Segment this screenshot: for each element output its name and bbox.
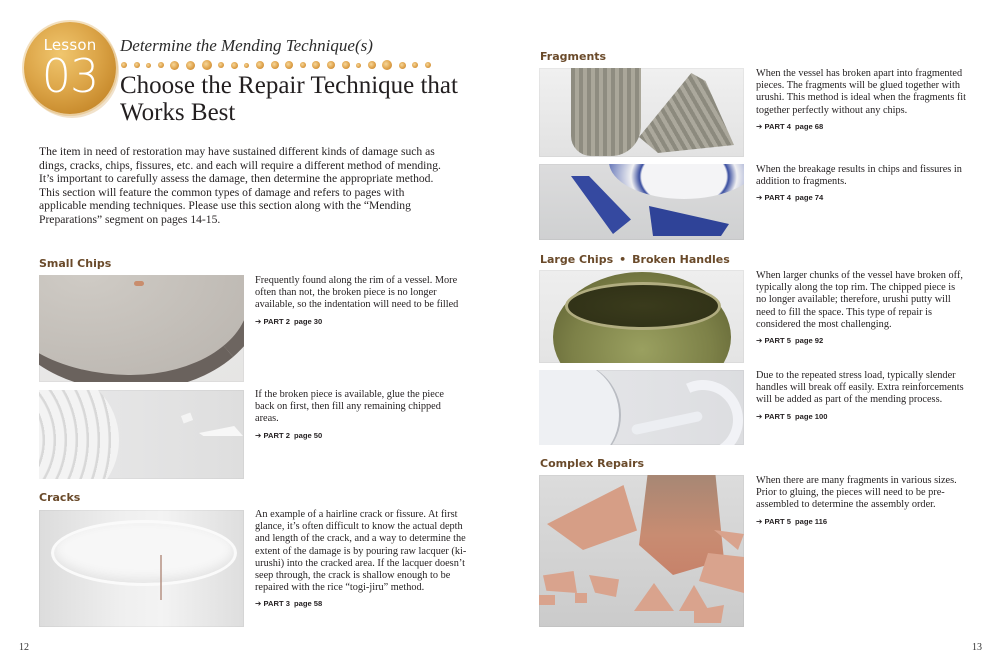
right-page	[500, 0, 1000, 667]
page-reference	[756, 335, 966, 347]
heading-large-chips: Large Chips	[540, 253, 614, 266]
entry-small-chip-1	[255, 275, 460, 328]
gold-dot-icon	[244, 63, 249, 68]
handle-arc	[652, 370, 744, 445]
gold-dot-icon	[121, 62, 127, 68]
gold-dot-icon	[327, 61, 335, 69]
entry-text: When there are many fragments in various sizes. Prior to gluing, the pieces will need to be pre-assembled to determine the assembly order.	[756, 475, 957, 511]
photo-white-dish-broken-chip	[39, 390, 244, 479]
entry-text: When the vessel has broken apart into fragmented pieces. The fragments will be glued together with urushi. This method is ideal when the fragments fit together perfectly without any chips.	[756, 68, 967, 116]
lesson-number: 03	[41, 49, 99, 103]
arrow-right-icon: ➔	[255, 599, 262, 609]
page-number-left: 12	[19, 642, 29, 653]
entry-complex-repairs-1	[756, 475, 971, 528]
dish-shape	[39, 390, 119, 479]
page-reference	[255, 598, 470, 610]
ref-page: page 74	[794, 193, 824, 203]
ref-part: PART 3	[263, 599, 290, 609]
bullet-separator: •	[619, 253, 627, 266]
photo-blue-white-bowl-shards	[539, 164, 744, 240]
ref-page: page 58	[293, 599, 323, 609]
page-reference	[255, 430, 465, 442]
photo-broken-jug-handle	[539, 370, 744, 445]
photo-fluted-vessel-fragments	[539, 68, 744, 157]
photo-bowl-rim-small-chip	[39, 275, 244, 382]
gold-dot-icon	[399, 62, 406, 69]
gold-dot-icon	[231, 62, 238, 69]
gold-dot-icon	[158, 62, 164, 68]
ref-page: page 68	[794, 121, 824, 131]
gold-dot-icon	[134, 62, 140, 68]
section-heading-complex-repairs: Complex Repairs	[540, 457, 645, 470]
gold-dot-icon	[425, 62, 431, 68]
entry-text: If the broken piece is available, glue the piece back on first, then fill any remaining chipped areas.	[255, 389, 444, 425]
entry-fragments-2	[756, 164, 966, 205]
ref-part: PART 5	[764, 516, 791, 526]
arrow-right-icon: ➔	[756, 411, 763, 421]
ref-part: PART 5	[764, 336, 791, 346]
page-number-right: 13	[972, 642, 982, 653]
gold-dot-icon	[356, 63, 361, 68]
photo-terracotta-many-fragments	[539, 475, 744, 627]
arrow-right-icon: ➔	[756, 336, 763, 346]
gold-dot-icon	[202, 60, 212, 70]
entry-text: When the breakage results in chips and fissures in addition to fragments.	[756, 164, 962, 188]
jug-shape	[539, 370, 621, 445]
lesson-badge	[24, 22, 116, 114]
gold-dot-icon	[218, 62, 224, 68]
entry-fragments-1	[756, 68, 966, 133]
chip-mark	[134, 281, 144, 286]
lesson-label: Lesson	[43, 36, 97, 54]
shard-shape	[199, 426, 243, 436]
fragment-shape	[639, 73, 734, 153]
arrow-right-icon: ➔	[255, 430, 262, 440]
entry-crack-1	[255, 509, 470, 611]
section-heading-fragments: Fragments	[540, 50, 607, 63]
entry-text: An example of a hairline crack or fissure. At first glance, it’s often difficult to know the actual depth and length of the crack, and a way to determine the extent of the damage is by pouring raw lacquer (ki-urushi) into the cracked area. If the lacquer doesn’t seep through, the crack is shallow enough to be repaired with the rice “togi-jiru” method.	[255, 509, 467, 594]
bowl-shape	[609, 164, 744, 199]
gold-dot-divider	[121, 60, 431, 70]
shard-shape	[571, 176, 631, 234]
gold-dot-icon	[256, 61, 264, 69]
intro-paragraph: The item in need of restoration may have sustained different kinds of damage such as dings, cracks, chips, fissures, etc. and each will require a different method of mending. It’s important to carefully assess the damage, then determine the appropriate method. This section will feature the common types of damage and refers to pages with applicable mending techniques. Please use this section along with the “Mending Preparations” segment on pages 14-15.	[39, 145, 441, 226]
page-reference	[255, 316, 460, 328]
photo-green-bowl-large-chip	[539, 270, 744, 363]
section-heading-small-chips: Small Chips	[39, 257, 112, 270]
gold-dot-icon	[271, 61, 279, 69]
shard-shape	[181, 413, 193, 424]
bowl-shape	[39, 275, 244, 382]
arrow-right-icon: ➔	[756, 121, 763, 131]
gold-dot-icon	[300, 62, 306, 68]
arrow-right-icon: ➔	[255, 316, 262, 326]
entry-text: Due to the repeated stress load, typically slender handles will break off easily. Extra reinforcements will be added as part of the mending process.	[756, 370, 964, 406]
gold-dot-icon	[342, 61, 350, 69]
entry-text: Frequently found along the rim of a vessel. More often than not, the broken piece is no longer available, so the indentation will need to be filled	[255, 275, 459, 311]
ref-page: page 92	[794, 336, 824, 346]
entry-text: When larger chunks of the vessel have broken off, typically along the top rim. The chipped piece is no longer available; therefore, urushi putty will need to fill the space. This type of repair is considered the most challenging.	[756, 270, 963, 330]
gold-dot-icon	[170, 61, 179, 70]
ref-page: page 30	[293, 316, 323, 326]
photo-white-cup-hairline-crack	[39, 510, 244, 627]
ref-part: PART 4	[764, 193, 791, 203]
entry-small-chip-2	[255, 389, 465, 442]
entry-broken-handles-1	[756, 370, 971, 423]
ref-part: PART 5	[764, 411, 791, 421]
gold-dot-icon	[382, 60, 392, 70]
bowl-mouth	[565, 282, 721, 330]
crack-line	[160, 555, 162, 600]
page-reference	[756, 516, 971, 528]
shard-shape	[649, 206, 729, 236]
gold-dot-icon	[285, 61, 293, 69]
fragment-shape	[571, 68, 641, 156]
page-reference	[756, 411, 971, 423]
page-title: Choose the Repair Technique that Works Best	[120, 72, 458, 126]
arrow-right-icon: ➔	[756, 516, 763, 526]
page-reference	[756, 192, 966, 204]
gold-dot-icon	[146, 63, 151, 68]
heading-broken-handles: Broken Handles	[632, 253, 730, 266]
ref-page: page 116	[794, 516, 828, 526]
ref-page: page 100	[794, 411, 828, 421]
ref-part: PART 2	[263, 430, 290, 440]
section-heading-cracks: Cracks	[39, 491, 81, 504]
entry-large-chips-1	[756, 270, 966, 347]
gold-dot-icon	[186, 61, 195, 70]
ref-part: PART 2	[263, 316, 290, 326]
fragment-shape	[547, 485, 637, 550]
lesson-subtitle: Determine the Mending Technique(s)	[120, 36, 373, 55]
gold-dot-icon	[312, 61, 320, 69]
gold-dot-icon	[368, 61, 376, 69]
page-reference	[756, 121, 966, 133]
section-heading-large-chips-broken-handles	[540, 253, 730, 266]
ref-page: page 50	[293, 430, 323, 440]
gold-dot-icon	[412, 62, 418, 68]
ref-part: PART 4	[764, 121, 791, 131]
cup-rim-shape	[51, 520, 237, 586]
arrow-right-icon: ➔	[756, 193, 763, 203]
